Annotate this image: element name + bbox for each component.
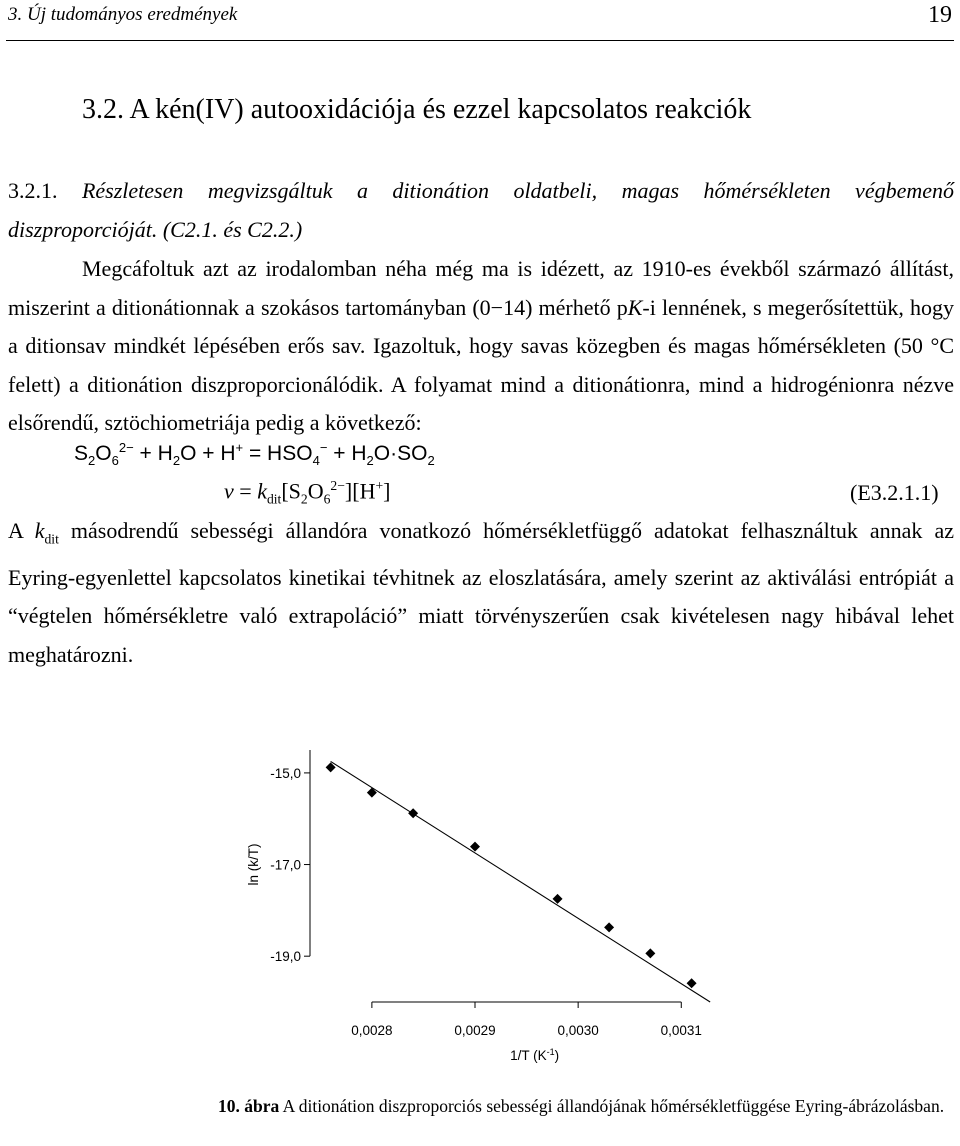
header-rule [6, 40, 954, 41]
reaction-equation: $S_2O_6^{2-} + H_2O + H^+ = HSO_4^- + H_2O\cdot SO_2$ [74, 440, 435, 469]
data-point [408, 808, 418, 818]
y-tick-label: -15,0 [270, 765, 301, 781]
x-tick-label: 0,0031 [660, 1023, 702, 1038]
data-point [604, 922, 614, 932]
body-paragraph-1: Megcáfoltuk azt az irodalomban néha még ma is idézett, az 1910-es évekből származó állítást, miszerint a ditionátionnak a szokásos tartományban (0−14) mérhető pK-i lennének, s megerősítettük, hogy a ditionsav mindkét lépésében erős sav. Igazoltuk, hogy savas közegben és magas hőmérsékleten (50 °C felett) a ditionátion diszproporcionálódik. A folyamat mind a ditionátionra, mind a hidrogénionra nézve elsőrendű, sztöchiometriája pedig a következő: [8, 256, 954, 435]
rate-equation: $v = k_{dit}[S_2O_6^{2-}][H^+]$ [224, 478, 391, 507]
subsection-text: Részletesen megvizsgáltuk a ditionátion oldatbeli, magas hőmérsékleten végbemenő diszproporcióját. (C2.1. és C2.2.) [8, 178, 954, 242]
x-ticks [351, 1002, 702, 1038]
running-header: 3. Új tudományos eredmények [8, 4, 238, 25]
figure-caption: 10. ábra A ditionátion diszproporciós sebességi állandójának hőmérsékletfüggése Eyring-ábrázolásban. [218, 1096, 945, 1116]
subsection-paragraph [8, 172, 954, 249]
pk-letter: K [627, 294, 643, 320]
fit-line [331, 761, 711, 1002]
equation-number: (E3.2.1.1) [850, 480, 939, 505]
section-title: 3.2. A kén(IV) autooxidációja és ezzel kapcsolatos reakciók [82, 94, 752, 125]
y-ticks [270, 766, 310, 964]
x-axis-label: 1/T $(K^{-1})$ [510, 1047, 560, 1063]
eyring-plot [0, 700, 960, 1090]
subsection-number: 3.2.1. [8, 178, 58, 203]
body-paragraph-2: A $k_{dit}$ másodrendű sebességi állandóra vonatkozó hőmérsékletfüggő adatokat felhasználtuk annak az Eyring-egyenlettel kapcsolatos kinetikai tévhitnek az eloszlatására, amely szerint az aktiválási entrópiát a “végtelen hőmérsékletre való extrapoláció” miatt törvényszerűen csak kivételesen nagy hibával lehet meghatározni. [8, 518, 954, 667]
data-point [645, 948, 655, 958]
y-axis-label: ln (k/T) [246, 843, 261, 886]
caption-label: 10. ábra [218, 1096, 280, 1116]
y-tick-label: -17,0 [270, 857, 301, 873]
x-tick-label: 0,0028 [351, 1023, 393, 1038]
data-point [687, 978, 697, 988]
x-tick-label: 0,0029 [454, 1023, 496, 1038]
data-point [367, 788, 377, 798]
page-number: 19 [928, 2, 952, 28]
y-tick-label: -19,0 [270, 949, 301, 965]
x-tick-label: 0,0030 [557, 1023, 599, 1038]
